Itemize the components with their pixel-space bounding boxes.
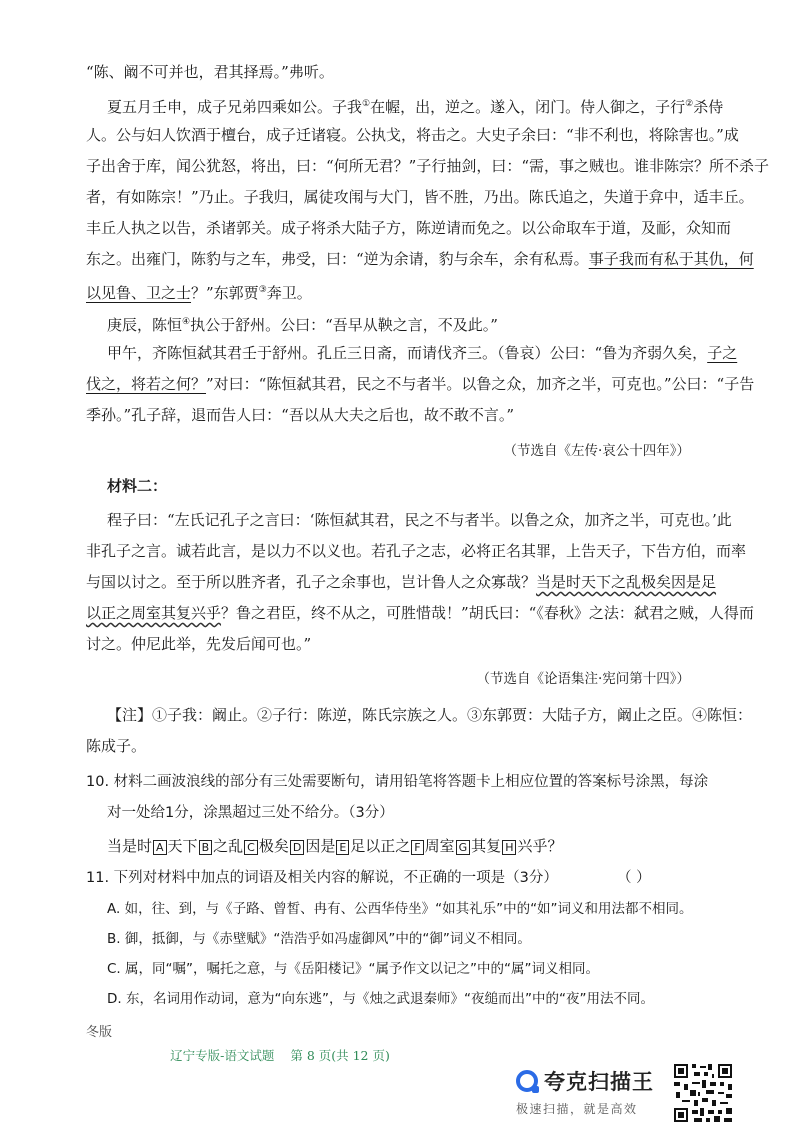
option-box-e[interactable]: E: [336, 840, 349, 855]
underlined-sentence-1-cont: 以见鲁、卫之士: [86, 284, 192, 302]
wavy-underline-part1: 当是时天下之乱极矣因是足: [536, 573, 717, 591]
annotation-line2: 陈成子。: [86, 737, 147, 755]
wavy-underline-part2: 以正之周室其复兴乎: [86, 604, 222, 622]
question-10-stem: 10. 材料二画波浪线的部分有三处需要断句，请用铅笔将答题卡上相应位置的答案标号涂黑，每涂: [86, 774, 709, 790]
passage2-line4: 以正之周室其复兴乎？鲁之君臣，终不从之，可胜惜哉！”胡氏曰：“《春秋》之法：弑君之贼，人得而: [86, 604, 754, 622]
question-11-option-c[interactable]: C. 属，同“嘱”，嘱托之意，与《岳阳楼记》“属予作文以记之”中的“属”词义相同。: [107, 961, 599, 977]
passage1-line2: 夏五月壬申，成子兄弟四乘如公。子我①在幄，出，逆之。遂入，闭门。侍人御之，子行②杀侍: [107, 98, 724, 116]
option-box-g[interactable]: G: [456, 840, 471, 855]
question-11-stem: 11. 下列对材料中加点的词语及相关内容的解说，不正确的一项是（3分）: [86, 870, 558, 886]
underlined-sentence-1: 事子我而有私于其仇，何: [588, 250, 754, 268]
scanner-brand: [516, 1068, 666, 1120]
passage2-line1: 程子曰：“左氏记孔子之言曰：‘陈恒弑其君，民之不与者半。以鲁之众，加齐之半，可克也。’此: [107, 511, 732, 529]
question-10-stem-cont: 对一处给1分，涂黑超过三处不给分。（3分）: [107, 805, 394, 821]
option-box-b[interactable]: B: [199, 840, 213, 855]
passage1-source: （节选自《左传·哀公十四年》）: [503, 443, 690, 459]
stamp-mark: 冬版: [86, 1025, 113, 1040]
scanner-logo-icon: [516, 1070, 538, 1092]
question-11-option-b[interactable]: B. 御，抵御，与《赤壁赋》“浩浩乎如冯虚御风”中的“御”词义不相同。: [107, 931, 531, 947]
underlined-sentence-2: 子之: [707, 344, 738, 362]
passage1-line11: 伐之，将若之何？”对曰：“陈恒弑其君，民之不与者半。以鲁之众，加齐之半，可克也。”公曰：“子告: [86, 375, 755, 393]
scanner-brand-name: 夸克扫描王: [544, 1070, 654, 1094]
passage1-line8: 以见鲁、卫之士？”东郭贾③奔卫。: [86, 284, 312, 302]
option-box-h[interactable]: H: [502, 840, 516, 855]
question-11-option-d[interactable]: D. 东，名词用作动词，意为“向东逃”，与《烛之武退秦师》“夜缒而出”中的“夜”用法不同。: [107, 991, 654, 1007]
page-footer: [0, 1046, 560, 1064]
option-box-d[interactable]: D: [290, 840, 304, 855]
passage1-line6: 丰丘人执之以告，杀诸郭关。成子将杀大陆子方，陈逆请而免之。以公命取车于道，及耏，众知而: [86, 219, 732, 237]
passage2-line2: 非孔子之言。诚若此言，是以力不以义也。若孔子之志，必将正名其罪，上告天子，下告方伯，而率: [86, 542, 747, 560]
scanner-brand-slogan: 极速扫描，就是高效: [516, 1102, 638, 1116]
answer-bracket[interactable]: （ ）: [617, 870, 651, 886]
option-box-f[interactable]: F: [411, 840, 423, 855]
passage1-line3: 人。公与妇人饮酒于檀台，成子迁诸寝。公执戈，将击之。大史子余曰：“非不利也，将除害也。”成: [86, 126, 739, 144]
underlined-sentence-2-cont: 伐之，将若之何？: [86, 375, 207, 393]
passage2-source: （节选自《论语集注·宪问第十四》）: [476, 671, 690, 687]
passage1-line5: 者，有如陈宗！”乃止。子我归，属徒攻闱与大门，皆不胜，乃出。陈氏追之，失道于弇中，适丰丘。: [86, 188, 754, 206]
passage1-line9: 庚辰，陈恒④执公于舒州。公曰：“吾早从鞅之言，不及此。”: [107, 316, 498, 334]
question-11-option-a[interactable]: A. 如，往、到，与《子路、曾皙、冉有、公西华侍坐》“如其礼乐”中的“如”词义和用法都不相同。: [107, 901, 693, 917]
option-box-a[interactable]: A: [153, 840, 167, 855]
passage2-line5: 讨之。仲尼此举，先发后闻可也。”: [86, 635, 312, 653]
footer-page-number: 第 8 页(共 12 页): [290, 1048, 390, 1063]
passage1-line1: “陈、阚不可并也，君其择焉。”弗听。: [86, 63, 334, 81]
footer-edition: 辽宁专版-语文试题: [170, 1048, 275, 1063]
option-box-c[interactable]: C: [244, 840, 258, 855]
passage1-line12: 季孙。”孔子辞，退而告人曰：“吾以从大夫之后也，故不敢不言。”: [86, 406, 515, 424]
passage2-heading: 材料二：: [107, 477, 168, 495]
passage1-line7: 东之。出雍门，陈豹与之车，弗受，曰：“逆为余请，豹与余车，余有私焉。事子我而有私于其仇，何: [86, 250, 754, 268]
passage1-line4: 子出舍于库，闻公犹怒，将出，曰：“何所无君？”子行抽剑，曰：“需，事之贼也。谁非陈宗？所不杀子: [86, 157, 770, 175]
annotation-line1: 【注】①子我：阚止。②子行：陈逆，陈氏宗族之人。③东郭贾：大陆子方，阚止之臣。④陈恒：: [107, 706, 753, 724]
question-10-segments: 当是时 A 天下 B 之乱 C 极矣 D 因是 E 足以正之 F 周室 G 其复 H 兴乎？: [107, 837, 563, 855]
passage2-line3: 与国以讨之。至于所以胜齐者，孔子之余事也，岂计鲁人之众寡哉？当是时天下之乱极矣因是足: [86, 573, 717, 591]
qr-code-icon: [672, 1062, 734, 1124]
passage1-line10: 甲午，齐陈恒弑其君壬于舒州。孔丘三日斋，而请伐齐三。（鲁哀）公曰：“鲁为齐弱久矣，子之: [107, 344, 738, 362]
